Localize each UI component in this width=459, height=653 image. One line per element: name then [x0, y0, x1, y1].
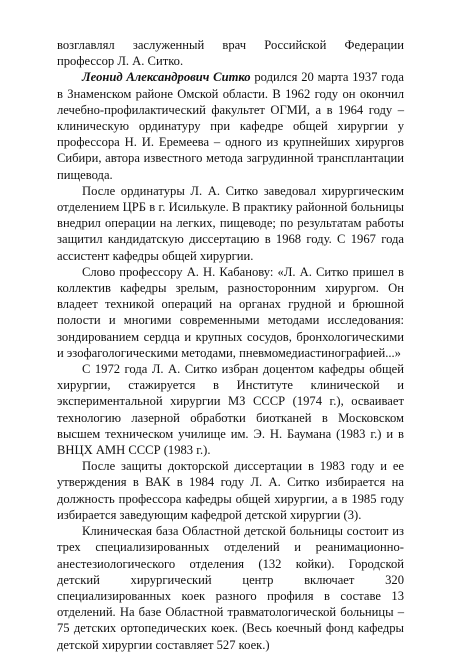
paragraph-text: возглавлял заслуженный врач Российской Федерации профессор Л. А. Ситко.: [57, 38, 404, 69]
paragraph-text: Клиническая база Областной детской больницы состоит из трех специализированных отделений и реанимационно-анестезиологического отделения (132 койки). Городской детский хирургический центр включает 320 специализированных коек разного профиля в составе 13 отделений. На базе Областной травматологической больницы – 75 детских ортопедических коек. (Весь коечный фонд кафедры детской хирургии составляет 527 коек.): [57, 524, 404, 652]
paragraph-clinical-base: [57, 523, 404, 653]
paragraph-text: После защиты докторской диссертации в 1983 году и ее утверждения в ВАК в 1984 году Л. А. Ситко избирается на должность профессора кафедры общей хирургии, а в 1985 году избирается заведующим кафедрой детской хирургии (3).: [57, 459, 404, 522]
paragraph-text: родился 20 марта 1937 года в Знаменском районе Омской области. В 1962 году он окончил лечебно-профилактический факультет ОГМИ, а в 1964 году – клиническую ординатуру при кафедре общей хирургии у профессора Н. И. Еремеева – одного из крупнейших хирургов Сибири, автора известного метода загрудинной трансплантации пищевода.: [57, 70, 404, 182]
paragraph-biography: [57, 69, 404, 182]
paragraph-text: С 1972 года Л. А. Ситко избран доцентом кафедры общей хирургии, стажируется в Институте клинической и экспериментальной хирургии МЗ СССР (1974 г.), осваивает технологию лазерной обработки биотканей в Московском высшем техническом училище им. Э. Н. Баумана (1983 г.) и в ВНЦХ АМН СССР (1983 г.).: [57, 362, 404, 458]
paragraph-docent: [57, 361, 404, 458]
paragraph-text: После ординатуры Л. А. Ситко заведовал хирургическим отделением ЦРБ в г. Исилькуле. В практику районной больницы внедрил операции на легких, пищеводе; по результатам работы защитил кандидатскую диссертацию в 1968 году. С 1967 года ассистент кафедры общей хирургии.: [57, 183, 404, 263]
paragraph-continuation: [57, 37, 404, 69]
paragraph-professor: [57, 458, 404, 523]
paragraph-residency: [57, 183, 404, 264]
paragraph-text: Слово профессору А. Н. Кабанову: «Л. А. Ситко пришел в коллектив кафедры зрелым, разносторонним хирургом. Он владеет техникой операций на органах грудной и брюшной полости и многими современными методами исследования: зондированием сердца и крупных сосудов, бронхологическими и эзофагологическими методами, пневмомедиастинографией...»: [57, 264, 404, 360]
paragraph-quote: [57, 264, 404, 361]
person-name: Леонид Александрович Ситко: [82, 70, 251, 85]
